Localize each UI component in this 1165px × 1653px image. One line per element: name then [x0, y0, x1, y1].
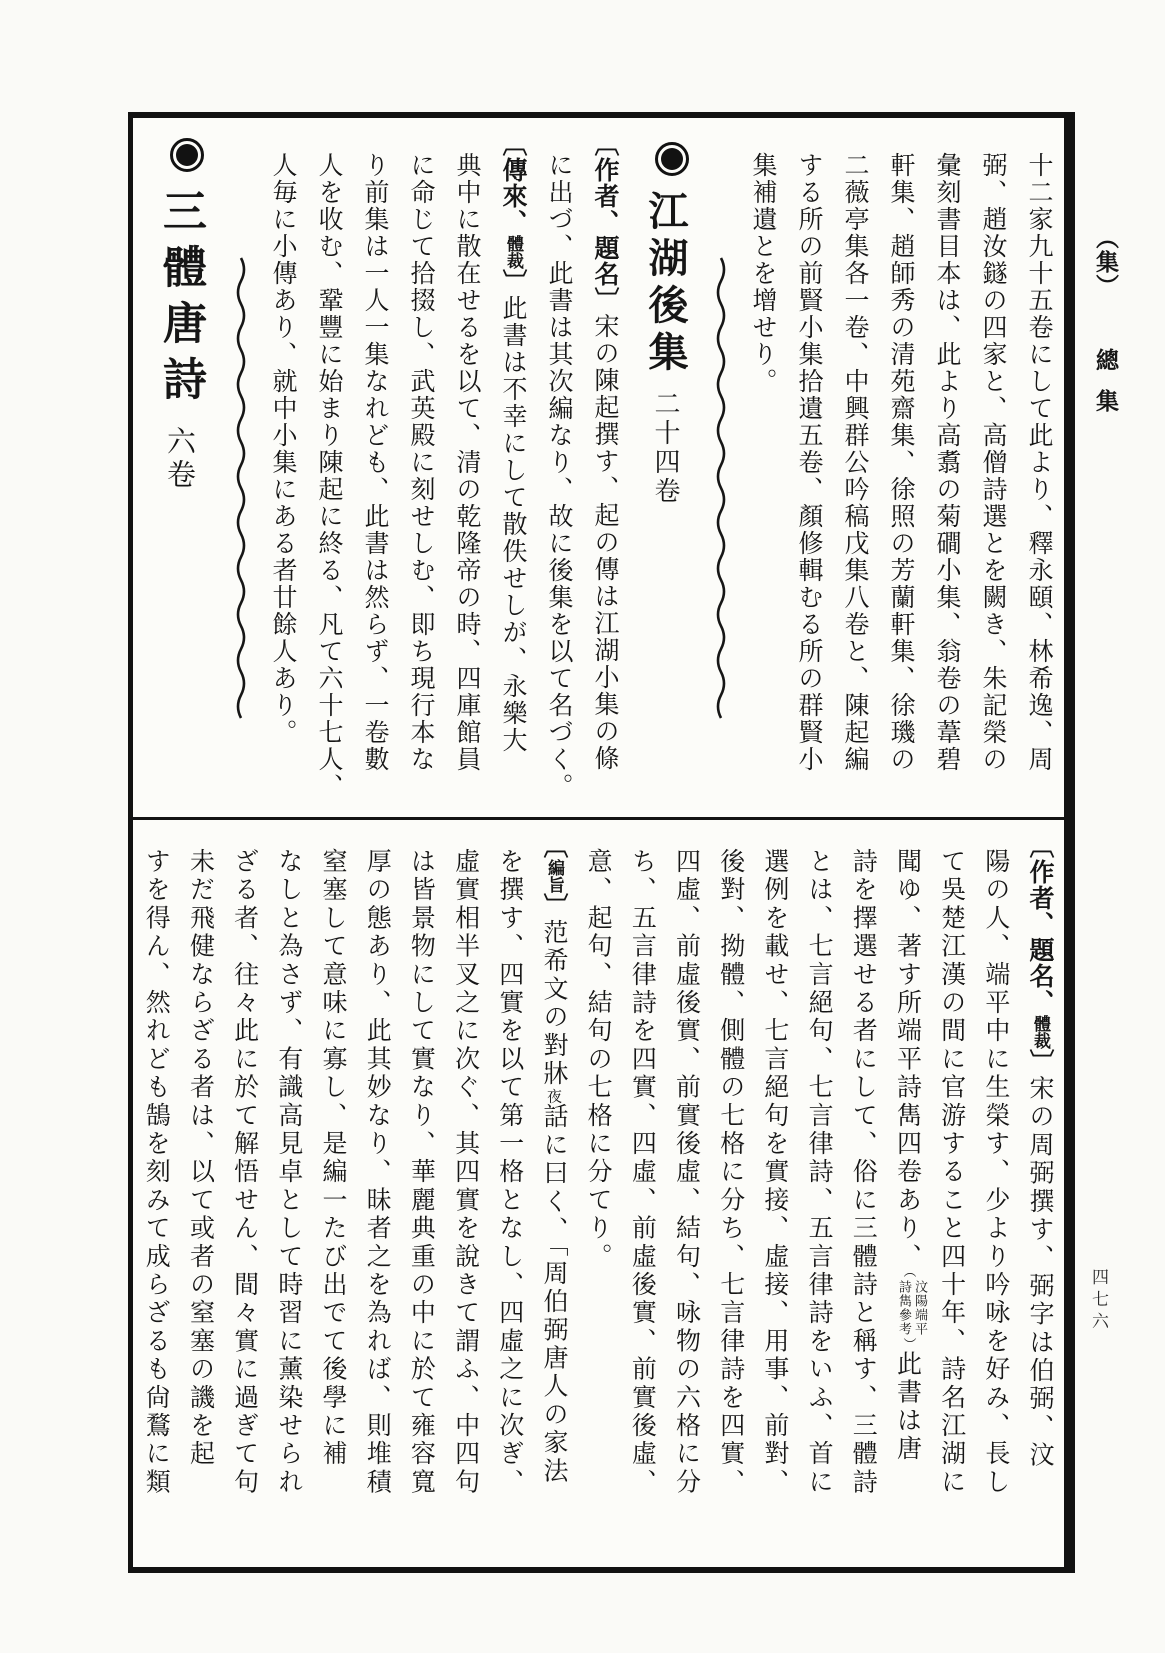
margin-section-label: （集） — [1092, 226, 1119, 298]
section-heading: 〔作者、題名、 — [1026, 833, 1055, 1015]
section-heading: 〕 — [1026, 1049, 1055, 1075]
body-text: 陽の人、端平中に生榮す、少より吟咏を好み、長し — [981, 848, 1011, 1497]
body-text: 未だ飛健ならざる者は、以て或者の窒塞の譏を起 — [186, 848, 216, 1469]
body-text: 窒塞して意味に寡し、是編一たび出でて後學に補 — [319, 848, 348, 1469]
body-text: 選例を載せ、七言絕句を實接、虛接、用事、前對、 — [760, 848, 790, 1497]
body-text: 話に曰く、「周伯弼唐人の家法 — [539, 1103, 569, 1486]
text-column — [786, 118, 832, 817]
body-text: 虛實相半叉之に次ぐ、其四實を說きて謂ふ、中四句 — [451, 848, 481, 1497]
body-text: 范希文の對牀 — [539, 919, 569, 1089]
wavy-rule — [235, 254, 247, 726]
body-text: に命じて拾掇し、武英殿に刻せしむ、即ち現行本な — [407, 152, 436, 773]
section-column — [532, 820, 576, 1567]
top-text-block — [133, 118, 1064, 817]
section-heading: 編旨 — [543, 859, 564, 893]
text-column — [974, 820, 1018, 1567]
text-column — [443, 820, 487, 1567]
section-heading: 〔傳來、 — [499, 131, 528, 235]
body-text: り前集は一人一集なれども、此書は然らず、一卷數 — [361, 152, 390, 773]
body-text: ざる者、往々此に於て解悟せん、間々實に過ぎて句 — [230, 848, 260, 1497]
text-column — [753, 820, 797, 1567]
section-column — [582, 118, 628, 817]
body-text: 聞ゆ、著す所端平詩雋四卷あり、 — [893, 848, 923, 1271]
body-text: 二薇亭集各一卷、中興群公吟稿戊集八卷と、陳起編 — [841, 152, 870, 773]
body-text: 夜 — [544, 1088, 563, 1104]
body-text: 厚の態あり、此其妙なり、昧者之を為れば、則堆積 — [363, 848, 393, 1497]
wavy-divider — [222, 118, 260, 817]
section-column — [1018, 820, 1062, 1567]
text-column — [841, 820, 885, 1567]
page-number: 四七六 — [1088, 1268, 1108, 1334]
section-heading: 〕 — [539, 893, 569, 919]
body-text: 四虛、前虛後實、前實後虛、結句、咏物の六格に分 — [672, 848, 702, 1497]
body-text: に出づ、此書は其次編なり、故に後集を以て名づく。 — [545, 152, 574, 800]
body-text: 宋の陳起撰す、起の傳は江湖小集の條 — [591, 313, 620, 772]
text-column — [929, 820, 973, 1567]
text-column — [178, 820, 222, 1567]
section-heading: 〔作者、題名〕 — [591, 131, 620, 313]
section-heading: 體裁 — [1030, 1015, 1050, 1049]
text-column — [222, 820, 266, 1567]
entry-bullet-icon — [170, 138, 204, 172]
annotation-column: 汶陽端平 — [911, 1279, 927, 1336]
body-text: 人毎に小傳あり、就中小集にある者廿餘人あり。 — [269, 152, 298, 746]
body-text: て吳楚江漢の間に官游すること四十年、詩名江湖に — [937, 848, 967, 1497]
page-margin — [1082, 0, 1152, 1653]
text-column — [536, 118, 582, 817]
text-column — [355, 820, 399, 1567]
text-column — [924, 118, 970, 817]
text-column — [444, 118, 490, 817]
text-column — [740, 118, 786, 817]
entry-title: 三體唐詩 — [155, 188, 206, 412]
text-column — [352, 118, 398, 817]
margin-section-header — [1082, 226, 1128, 430]
body-text: 意、起句、結句の七格に分てり。 — [584, 848, 614, 1271]
body-text: 彙刻書目本は、此より高翥の菊磵小集、翁卷の葦碧 — [933, 152, 962, 773]
body-text: 軒集、趙師秀の清苑齋集、徐照の芳蘭軒集、徐璣の — [887, 152, 916, 773]
body-text: 此書は唐 — [893, 1350, 923, 1464]
text-column — [664, 820, 708, 1567]
text-column — [260, 118, 306, 817]
body-text: 宋の周弼撰す、弼字は伯弼、汶 — [1026, 1075, 1055, 1470]
page-border-frame — [128, 112, 1075, 1573]
body-text: 弼、趙汝鐩の四家と、高僧詩選とを闕き、朱記榮の — [979, 152, 1008, 773]
text-column — [1016, 118, 1062, 817]
wavy-divider — [702, 118, 740, 817]
text-column — [885, 820, 929, 1567]
body-text: 十二家九十五卷にして此より、釋永頤、林希逸、周 — [1025, 152, 1054, 773]
text-column — [878, 118, 924, 817]
body-text: とは、七言絕句、七言律詩、五言律詩をいふ、首に — [805, 848, 835, 1497]
body-text: 詩を擇選せる者にして、俗に三體詩と稱す、三體詩 — [849, 848, 879, 1497]
text-column — [832, 118, 878, 817]
section-column — [490, 118, 536, 817]
text-column — [797, 820, 841, 1567]
body-text: を撰す、四實を以て第一格となし、四虛之に次ぎ、 — [495, 848, 525, 1497]
body-text: ち、五言律詩を四實、四虛、前虛後實、前實後虛、 — [628, 848, 658, 1497]
body-text: 典中に散在せるを以て、清の乾隆帝の時、四庫館員 — [453, 152, 482, 773]
text-column — [576, 820, 620, 1567]
body-text: 後對、拗體、側體の七格に分ち、七言律詩を四實、 — [716, 848, 746, 1497]
body-text: する所の前賢小集拾遺五卷、顏修輯むる所の群賢小 — [795, 152, 824, 773]
entry-volume-count: 六卷 — [163, 426, 197, 492]
entry-title-koko-goshu — [628, 118, 702, 817]
entry-title-santai-toshi — [138, 118, 222, 817]
text-column — [398, 118, 444, 817]
margin-category-label: 總集 — [1092, 348, 1119, 431]
wavy-rule — [715, 254, 727, 726]
text-column — [267, 820, 311, 1567]
inline-annotation: （ 汶陽端平 詩雋參考 ） — [895, 1271, 927, 1351]
body-text: 人を收む、鞏豐に始まり陳起に終る、凡て六十七人、 — [315, 152, 344, 800]
body-text: 此書は不幸にして散佚せしが、永樂大 — [499, 295, 528, 754]
section-heading: 〕 — [499, 269, 528, 295]
entry-title: 江湖後集 — [642, 190, 689, 378]
body-text: なしと為さず、有識高見卓として時習に薰染せられ — [274, 848, 304, 1497]
section-heading: 體裁 — [503, 235, 523, 269]
body-text: すを得ん、然れども鵠を刻みて成らざるも尙鶩に類 — [142, 848, 172, 1497]
bottom-text-block — [133, 820, 1064, 1567]
section-heading: 〔 — [539, 833, 569, 859]
text-column — [134, 820, 178, 1567]
text-column — [311, 820, 355, 1567]
text-column — [970, 118, 1016, 817]
entry-volume-count: 二十四卷 — [650, 390, 680, 506]
entry-bullet-icon — [655, 142, 689, 176]
text-column — [399, 820, 443, 1567]
annotation-column: 詩雋參考 — [895, 1279, 911, 1336]
text-column — [620, 820, 664, 1567]
text-column — [709, 820, 753, 1567]
text-column — [488, 820, 532, 1567]
text-column — [306, 118, 352, 817]
body-text: 集補遺とを增せり。 — [749, 152, 778, 395]
body-text: は皆景物にして實なり、華麗典重の中に於て雍容寬 — [407, 848, 437, 1497]
